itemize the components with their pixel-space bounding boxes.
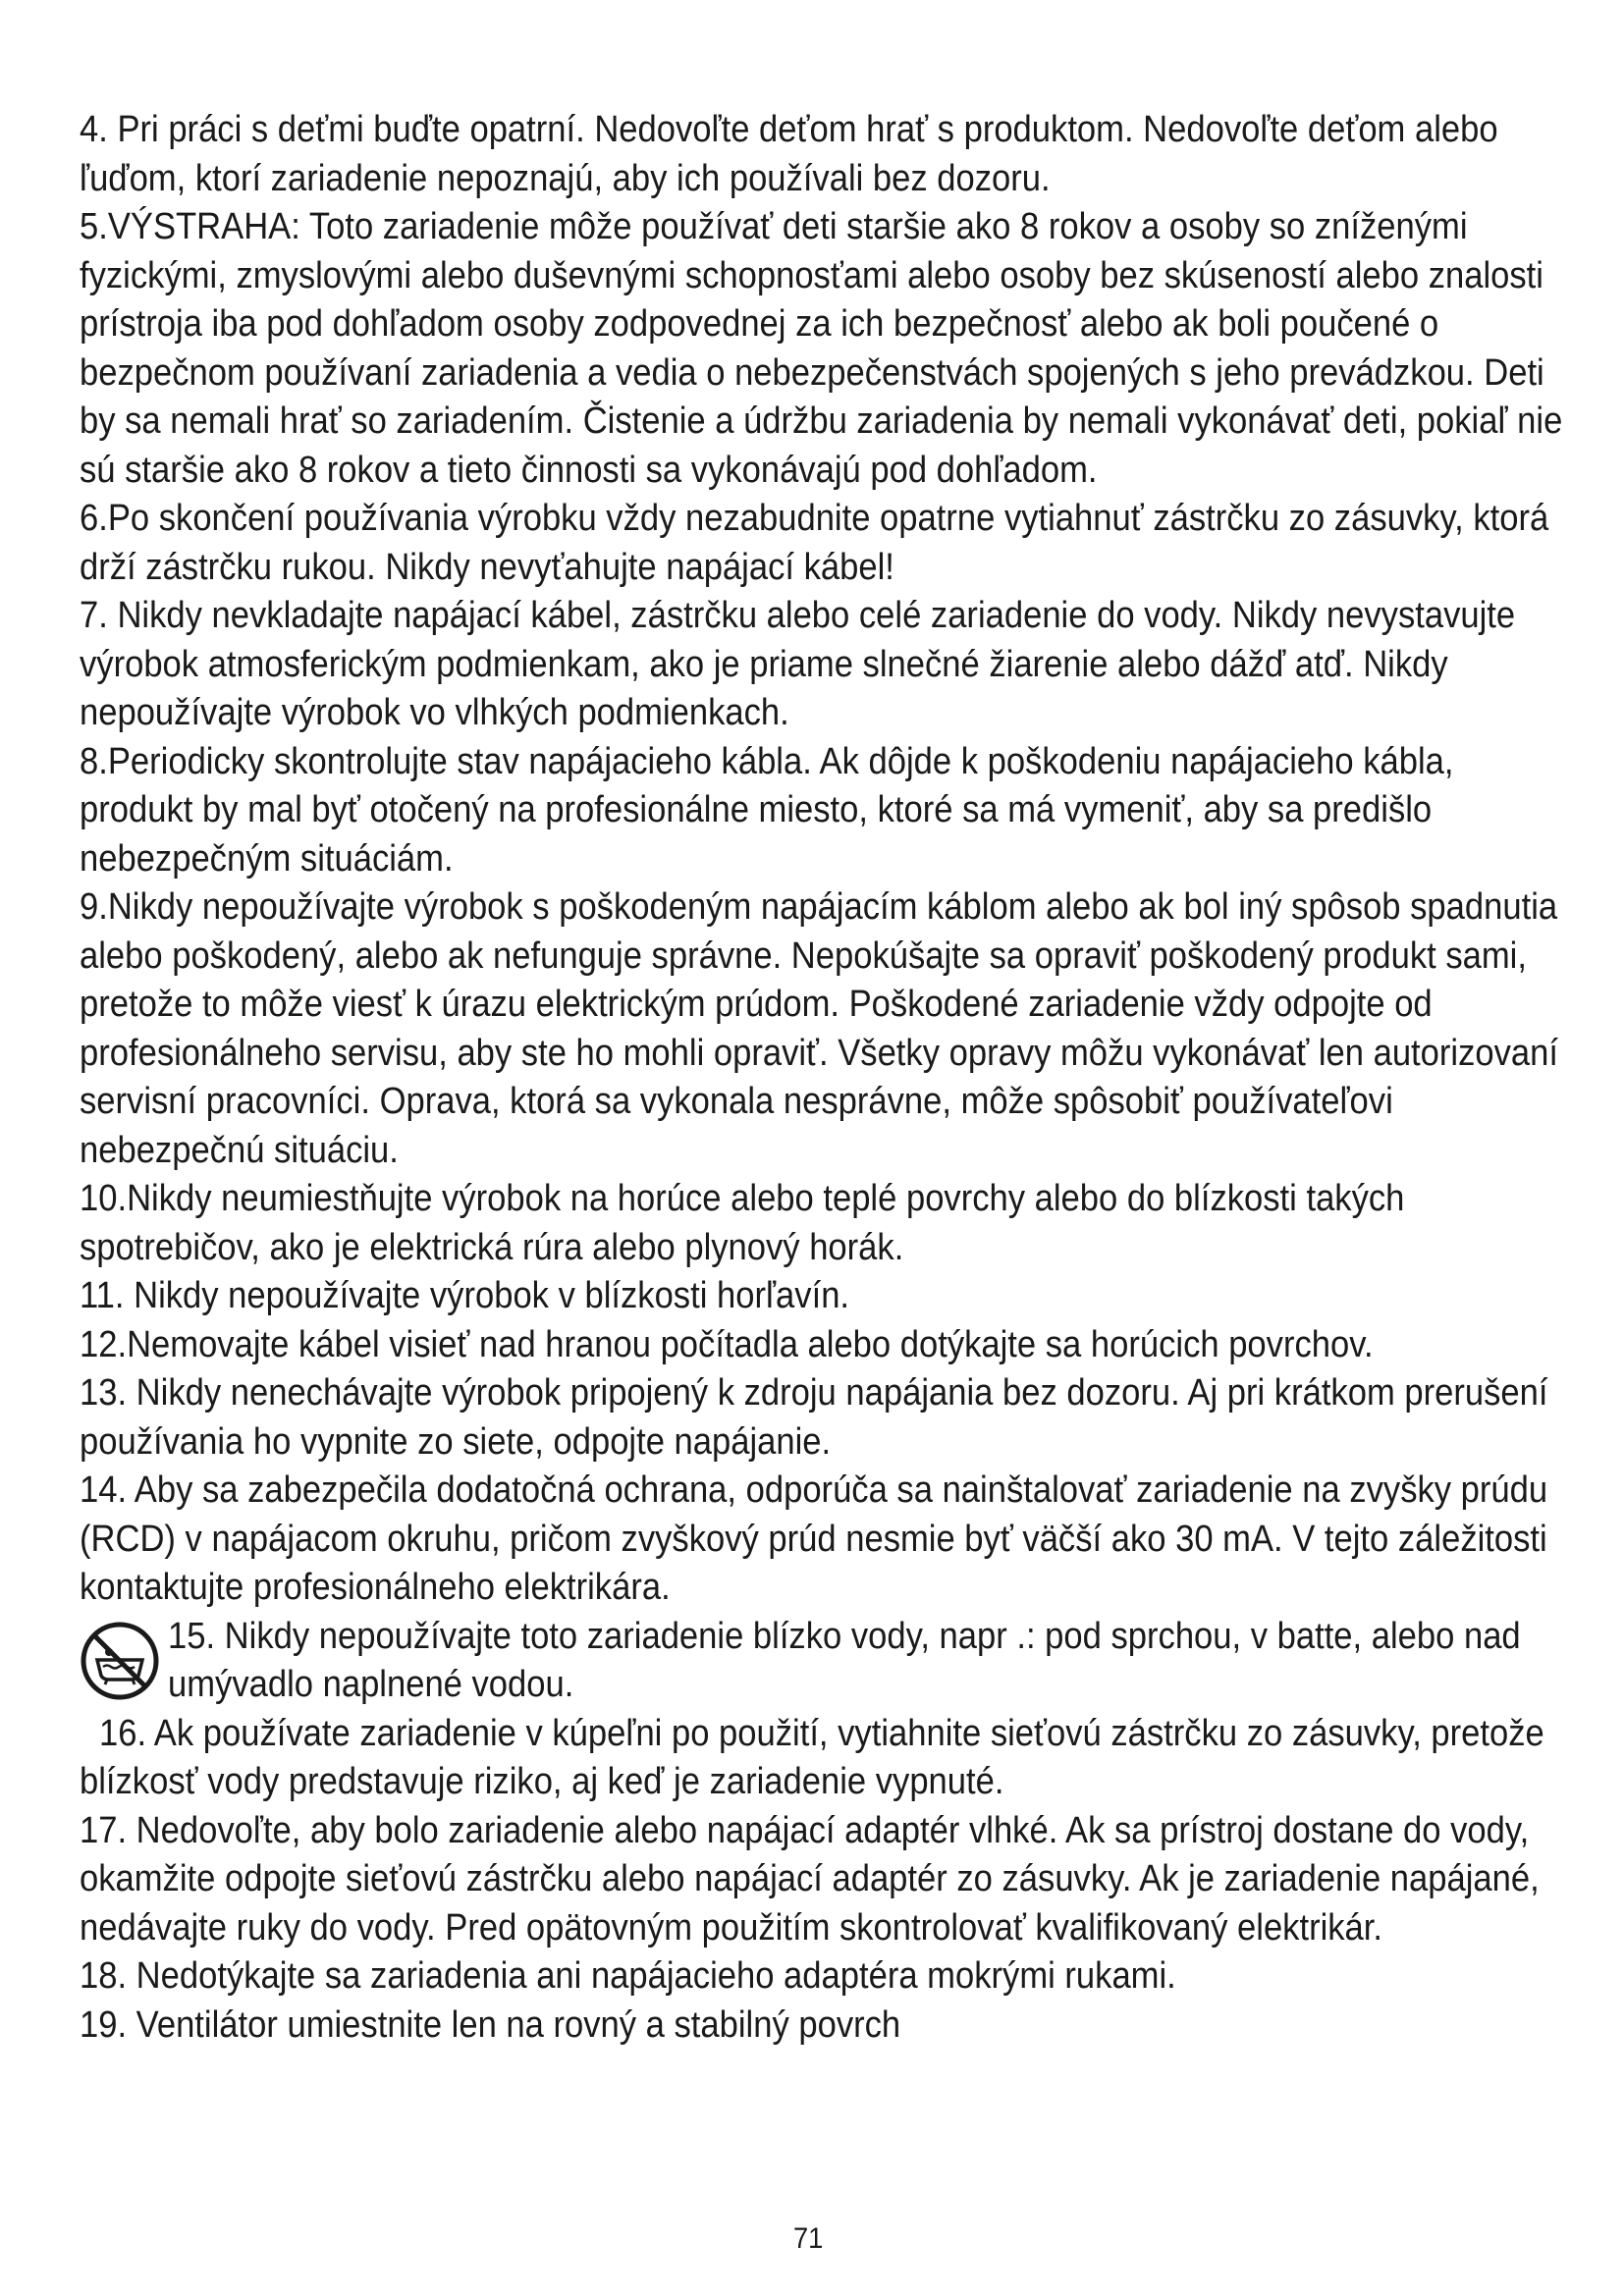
paragraph-7: 7. Nikdy nevkladajte napájací kábel, zástrčku alebo celé zariadenie do vody. Nikdy nevystavujte výrobok atmosferickým podmienkam, ako je priame slnečné žiarenie alebo dážď atď. Nikdy nepoužívajte výrobok vo vlhkých podmienkach.: [80, 595, 1516, 733]
paragraph-4: 4. Pri práci s deťmi buďte opatrní. Nedovoľte deťom hrať s produktom. Nedovoľte deťom alebo ľuďom, ktorí zariadenie nepoznajú, aby ich používali bez dozoru.: [80, 109, 1498, 199]
paragraph-16: 16. Ak používate zariadenie v kúpeľni po použití, vytiahnite sieťovú zástrčku zo zásuvky, pretože blízkosť vody predstavuje riziko, aj keď je zariadenie vypnuté.: [80, 1712, 1544, 1802]
paragraph-5: 5.VÝSTRAHA: Toto zariadenie môže používať deti staršie ako 8 rokov a osoby so zníženými fyzickými, zmyslovými alebo duševnými schopnosťami alebo osoby bez skúseností alebo znalosti prístroja iba pod dohľadom osoby zodpovednej za ich bezpečnosť alebo ak boli poučené o bezpečnom používaní zariadenia a vedia o nebezpečenstvách spojených s jeho prevádzkou. Deti by sa nemali hrať so zariadením. Čistenie a údržbu zariadenia by nemali vykonávať deti, pokiaľ nie sú staršie ako 8 rokov a tieto činnosti sa vykonávajú pod dohľadom.: [80, 206, 1563, 491]
paragraph-14: 14. Aby sa zabezpečila dodatočná ochrana, odporúča sa nainštalovať zariadenie na zvyšky prúdu (RCD) v napájacom okruhu, pričom zvyškový prúd nesmie byť väčší ako 30 mA. V tejto záležitosti kontaktujte profesionálneho elektrikára.: [80, 1469, 1548, 1608]
document-body: [80, 106, 1572, 2050]
paragraph-10: 10.Nikdy neumiestňujte výrobok na horúce alebo teplé povrchy alebo do blízkosti takých spotrebičov, ako je elektrická rúra alebo plynový horák.: [80, 1178, 1405, 1268]
paragraph-12: 12.Nemovajte kábel visieť nad hranou počítadla alebo dotýkajte sa horúcich povrchov.: [80, 1323, 1374, 1365]
paragraph-11: 11. Nikdy nepoužívajte výrobok v blízkosti horľavín.: [80, 1275, 850, 1316]
paragraph-17: 17. Nedovoľte, aby bolo zariadenie alebo napájací adaptér vlhké. Ak sa prístroj dostane do vody, okamžite odpojte sieťovú zástrčku alebo napájací adaptér zo zásuvky. Ak je zariadenie napájané, nedávajte ruky do vody. Pred opätovným použitím skontrolovať kvalifikovaný elektrikár.: [80, 1809, 1540, 1949]
paragraph-6: 6.Po skončení používania výrobku vždy nezabudnite opatrne vytiahnuť zástrčku zo zásuvky, ktorá drží zástrčku rukou. Nikdy nevyťahujte napájací kábel!: [80, 498, 1549, 588]
warning-paragraph-15: [80, 1613, 1572, 1710]
paragraph-19: 19. Ventilátor umiestnite len na rovný a stabilný povrch: [80, 2003, 901, 2046]
paragraph-8: 8.Periodicky skontrolujte stav napájacieho kábla. Ak dôjde k poškodeniu napájacieho kábla, produkt by mal byť otočený na profesionálne miesto, ktoré sa má vymeniť, aby sa predišlo nebezpečným situáciám.: [80, 740, 1454, 880]
no-water-bath-icon: [80, 1621, 160, 1701]
paragraph-15: 15. Nikdy nepoužívajte toto zariadenie blízko vody, napr .: pod sprchou, v batte, alebo nad umývadlo naplnené vodou.: [168, 1615, 1521, 1705]
page-number: 71: [793, 2222, 824, 2255]
paragraph-13: 13. Nikdy nenechávajte výrobok pripojený k zdroju napájania bez dozoru. Aj pri krátkom prerušení používania ho vypnite zo siete, odpojte napájanie.: [80, 1372, 1548, 1463]
paragraph-9: 9.Nikdy nepoužívajte výrobok s poškodeným napájacím káblom alebo ak bol iný spôsob spadnutia alebo poškodený, alebo ak nefunguje správne. Nepokúšajte sa opraviť poškodený produkt sami, pretože to môže viesť k úrazu elektrickým prúdom. Poškodené zariadenie vždy odpojte od profesionálneho servisu, aby ste ho mohli opraviť. Všetky opravy môžu vykonávať len autorizovaní servisní pracovníci. Oprava, ktorá sa vykonala nesprávne, môže spôsobiť používateľovi nebezpečnú situáciu.: [80, 886, 1558, 1171]
paragraph-18: 18. Nedotýkajte sa zariadenia ani napájacieho adaptéra mokrými rukami.: [80, 1955, 1176, 1997]
